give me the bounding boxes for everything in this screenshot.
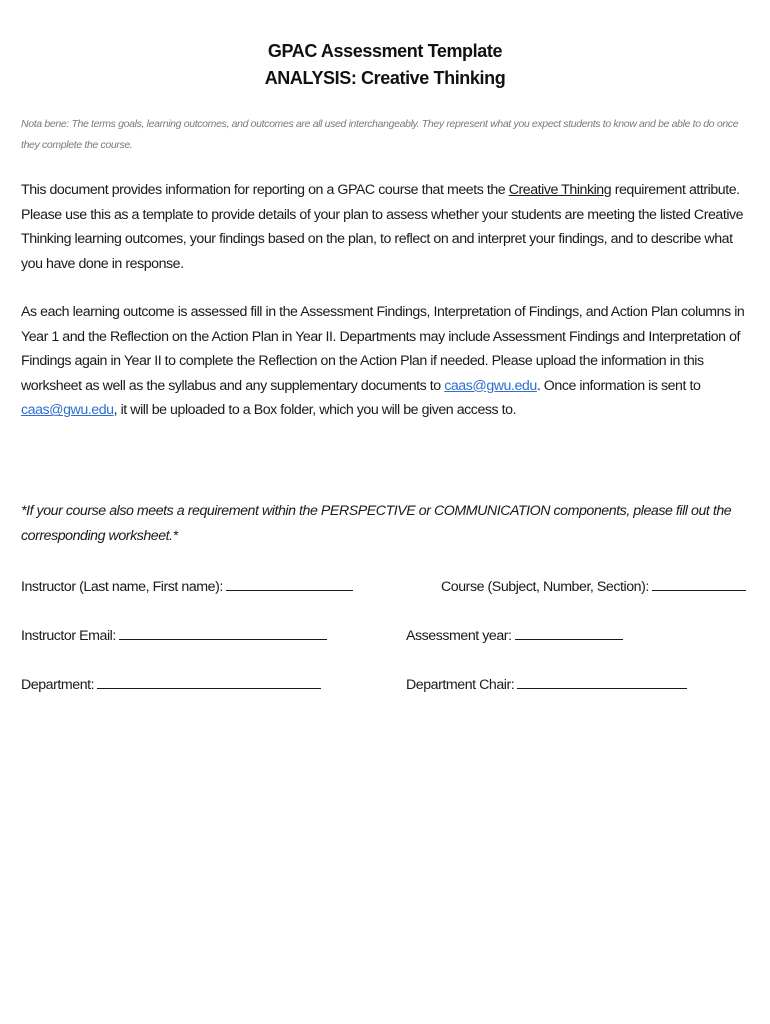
- department-chair-field[interactable]: [406, 674, 687, 695]
- department-field[interactable]: [21, 674, 321, 695]
- course-blank[interactable]: [652, 576, 746, 591]
- instructor-name-blank[interactable]: [226, 576, 353, 591]
- instructor-email-label: Instructor Email:: [21, 628, 116, 644]
- perspective-communication-note: *If your course also meets a requirement within the PERSPECTIVE or COMMUNICATION components, please fill out the corresponding worksheet.*: [21, 503, 732, 544]
- creative-thinking-underline: Creative Thinking: [508, 182, 612, 198]
- p1-text-before: This document provides information for reporting on a GPAC course that meets the: [21, 182, 509, 198]
- document-title: [0, 38, 770, 92]
- department-label: Department:: [21, 677, 95, 693]
- instructor-email-field[interactable]: [21, 625, 327, 646]
- course-field[interactable]: [441, 576, 746, 597]
- course-label: Course (Subject, Number, Section):: [441, 579, 649, 595]
- department-chair-blank[interactable]: [517, 674, 687, 689]
- caas-email-link-1[interactable]: caas@gwu.edu: [444, 377, 537, 394]
- intro-paragraph-2: [21, 300, 753, 423]
- title-line-2: ANALYSIS: Creative Thinking: [264, 68, 506, 88]
- assessment-year-field[interactable]: [406, 625, 623, 646]
- nota-bene-note: Nota bene: The terms goals, learning outcomes, and outcomes are all used interchangeably. They represent what you expect students to know and be able to do once they complete the course.: [21, 118, 739, 151]
- intro-paragraph-1: [21, 178, 753, 276]
- instructor-name-field[interactable]: [21, 576, 353, 597]
- assessment-year-blank[interactable]: [515, 625, 623, 640]
- department-chair-label: Department Chair:: [406, 677, 515, 693]
- department-blank[interactable]: [97, 674, 321, 689]
- p2-text-middle: . Once information is sent to: [536, 377, 701, 394]
- title-line-1: GPAC Assessment Template: [267, 41, 503, 61]
- assessment-year-label: Assessment year:: [406, 628, 512, 644]
- caas-email-link-2[interactable]: caas@gwu.edu: [21, 402, 114, 419]
- p1-text-after: requirement attribute. Please use this as a template to provide details of your plan to assess whether your students are meeting the listed Creative Thinking learning outcomes, your findings based on the plan, to reflect on and interpret your findings, and to describe what you have done in response.: [21, 182, 744, 272]
- instructor-name-label: Instructor (Last name, First name):: [21, 579, 223, 595]
- instructor-email-blank[interactable]: [119, 625, 327, 640]
- p2-text-before: As each learning outcome is assessed fill in the Assessment Findings, Interpretation of Findings, and Action Plan columns in Year 1 and the Reflection on the Action Plan in Year II. Departments may include Assessment Findings and Interpretation of Findings again in Year II to complete the Reflection on the Action Plan if needed. Please upload the information in this worksheet as well as the syllabus and any supplementary documents to: [21, 304, 745, 394]
- p2-text-after: , it will be uploaded to a Box folder, which you will be given access to.: [113, 402, 517, 419]
